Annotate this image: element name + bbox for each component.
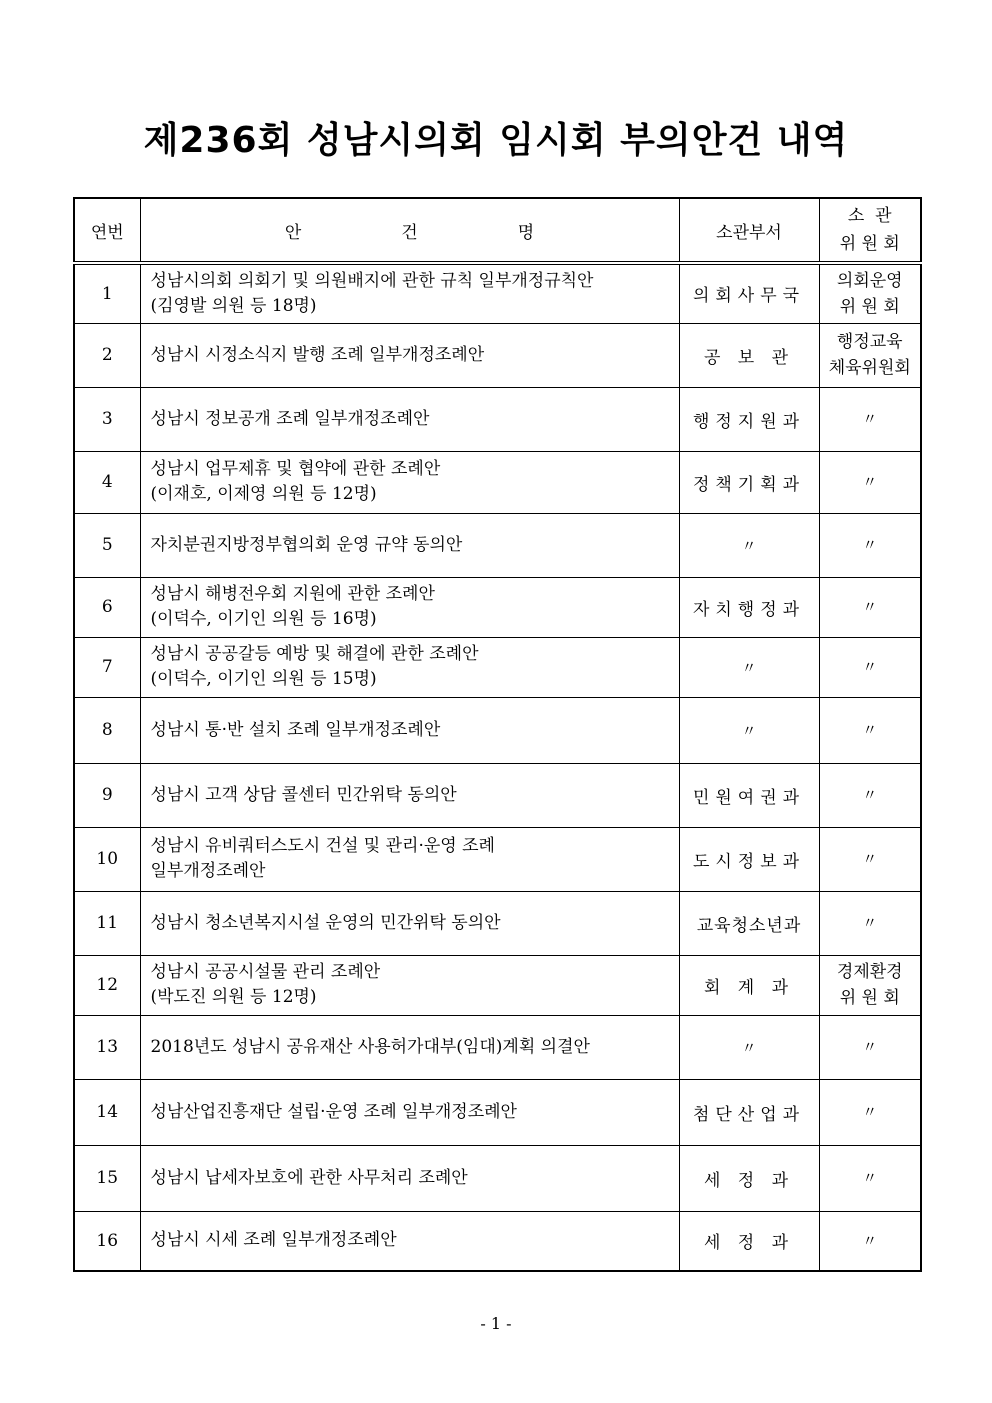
page-number: - 1 - [480, 1314, 512, 1333]
committee-line: 체육위원회 [828, 358, 911, 378]
committee-line: 〃 [862, 1038, 878, 1056]
committee-line: 행정교육 [836, 332, 903, 352]
committee-line: 〃 [862, 786, 878, 804]
row-number: 5 [74, 513, 140, 577]
department: 첨단산업과 [679, 1079, 819, 1145]
committee-line: 경제환경 [836, 962, 903, 982]
department: 〃 [679, 637, 819, 697]
committee-line: 〃 [862, 1103, 878, 1121]
agenda-name-line: 성남시의회 의회기 및 의원배지에 관한 규칙 일부개정규칙안 [150, 270, 594, 291]
committee [819, 1145, 921, 1211]
committee-line: 〃 [862, 914, 878, 932]
agenda-name-line: 성남시 시세 조례 일부개정조례안 [150, 1230, 397, 1251]
agenda-name [140, 891, 679, 955]
committee-line: 〃 [862, 850, 878, 868]
department: 회 계 과 [679, 955, 819, 1015]
agenda-name [140, 1211, 679, 1271]
table-row [74, 763, 921, 827]
committee-line: 〃 [862, 473, 878, 491]
row-number: 6 [74, 577, 140, 637]
agenda-name-line: 성남산업진흥재단 설립·운영 조례 일부개정조례안 [150, 1101, 517, 1122]
header-row [74, 198, 921, 263]
table-row [74, 1079, 921, 1145]
agenda-name-line: 일부개정조례안 [150, 861, 266, 881]
agenda-name-line: (이재호, 이제영 의원 등 12명) [150, 484, 377, 504]
row-number: 3 [74, 387, 140, 451]
agenda-name [140, 763, 679, 827]
committee [819, 451, 921, 513]
agenda-name [140, 1079, 679, 1145]
agenda-name [140, 1145, 679, 1211]
committee-line: 〃 [862, 658, 878, 676]
committee [819, 323, 921, 387]
department: 행정지원과 [679, 387, 819, 451]
committee-line: 〃 [862, 410, 878, 428]
department: 〃 [679, 513, 819, 577]
committee-line: 의회운영 [836, 270, 903, 291]
committee [819, 577, 921, 637]
table-row [74, 1211, 921, 1271]
row-number: 13 [74, 1015, 140, 1079]
committee [819, 763, 921, 827]
agenda-name-line: 성남시 해병전우회 지원에 관한 조례안 [150, 584, 435, 604]
row-number: 7 [74, 637, 140, 697]
committee [819, 637, 921, 697]
agenda-name-line: 성남시 업무제휴 및 협약에 관한 조례안 [150, 459, 441, 479]
committee [819, 513, 921, 577]
agenda-name [140, 827, 679, 891]
agenda-name-line: (박도진 의원 등 12명) [150, 987, 317, 1007]
agenda-name-line: 2018년도 성남시 공유재산 사용허가대부(임대)계획 의결안 [150, 1036, 590, 1057]
header-name-char: 건 [401, 222, 418, 243]
agenda-name-line: 성남시 공공시설물 관리 조례안 [150, 962, 381, 982]
row-number: 8 [74, 697, 140, 763]
row-number: 2 [74, 323, 140, 387]
department: 공 보 관 [679, 323, 819, 387]
table-row [74, 697, 921, 763]
table-row [74, 513, 921, 577]
row-number: 15 [74, 1145, 140, 1211]
row-number: 12 [74, 955, 140, 1015]
header-dept: 소관부서 [679, 198, 819, 263]
header-name-char: 명 [517, 222, 535, 243]
table-row [74, 323, 921, 387]
agenda-name-line: 성남시 시정소식지 발행 조례 일부개정조례안 [150, 344, 485, 365]
committee [819, 891, 921, 955]
committee [819, 387, 921, 451]
committee-line: 〃 [862, 1169, 878, 1187]
committee-line: 〃 [862, 536, 878, 554]
agenda-name [140, 1015, 679, 1079]
agenda-name-line: 성남시 유비쿼터스도시 건설 및 관리·운영 조례 [150, 836, 495, 856]
committee [819, 697, 921, 763]
committee-line: 〃 [862, 721, 878, 739]
agenda-name-line: 성남시 납세자보호에 관한 사무처리 조례안 [150, 1167, 468, 1188]
table-row [74, 1145, 921, 1211]
committee-line: 위 원 회 [839, 988, 900, 1008]
agenda-name [140, 451, 679, 513]
table-row [74, 577, 921, 637]
agenda-name-line: 성남시 정보공개 조례 일부개정조례안 [150, 408, 430, 429]
row-number: 9 [74, 763, 140, 827]
department: 교육청소년과 [679, 891, 819, 955]
agenda-name [140, 577, 679, 637]
agenda-name [140, 323, 679, 387]
table-row [74, 827, 921, 891]
agenda-name [140, 697, 679, 763]
table-row [74, 451, 921, 513]
row-number: 16 [74, 1211, 140, 1271]
department: 〃 [679, 697, 819, 763]
agenda-name-line: (이덕수, 이기인 의원 등 16명) [150, 609, 377, 629]
committee-line: 〃 [862, 598, 878, 616]
agenda-name [140, 387, 679, 451]
department: 세 정 과 [679, 1145, 819, 1211]
agenda-name-line: (김영발 의원 등 18명) [150, 295, 317, 316]
department: 도시정보과 [679, 827, 819, 891]
table-row [74, 955, 921, 1015]
department: 정책기획과 [679, 451, 819, 513]
agenda-name-line: (이덕수, 이기인 의원 등 15명) [150, 669, 377, 689]
header-name-char: 안 [284, 222, 302, 243]
agenda-name-line: 자치분권지방정부협의회 운영 규약 동의안 [150, 534, 463, 555]
agenda-name-line: 성남시 공공갈등 예방 및 해결에 관한 조례안 [150, 644, 479, 664]
committee [819, 955, 921, 1015]
department: 자치행정과 [679, 577, 819, 637]
department: 의회사무국 [679, 263, 819, 323]
header-committee [819, 198, 921, 263]
row-number: 1 [74, 263, 140, 323]
table-row [74, 891, 921, 955]
agenda-name [140, 955, 679, 1015]
committee-line: 위 원 회 [839, 296, 900, 317]
header-committee-line: 위 원 회 [839, 234, 900, 254]
committee-line: 〃 [862, 1231, 878, 1250]
header-num: 연번 [74, 198, 140, 263]
table-row [74, 637, 921, 697]
agenda-name [140, 263, 679, 323]
agenda-name-line: 성남시 고객 상담 콜센터 민간위탁 동의안 [150, 784, 457, 805]
agenda-name-line: 성남시 청소년복지시설 운영의 민간위탁 동의안 [150, 912, 501, 933]
header-name [140, 198, 679, 263]
table-row [74, 263, 921, 323]
agenda-table [73, 197, 922, 1272]
agenda-rows [74, 263, 921, 1271]
agenda-name-line: 성남시 통·반 설치 조례 일부개정조례안 [150, 719, 441, 740]
table-row [74, 1015, 921, 1079]
agenda-name [140, 637, 679, 697]
committee [819, 1015, 921, 1079]
department: 〃 [679, 1015, 819, 1079]
header-committee-line: 소 관 [847, 206, 892, 226]
row-number: 10 [74, 827, 140, 891]
committee [819, 1211, 921, 1271]
document-title: 제236회 성남시의회 임시회 부의안건 내역 [143, 120, 849, 161]
row-number: 11 [74, 891, 140, 955]
committee [819, 1079, 921, 1145]
row-number: 4 [74, 451, 140, 513]
committee [819, 827, 921, 891]
department: 세 정 과 [679, 1211, 819, 1271]
table-row [74, 387, 921, 451]
row-number: 14 [74, 1079, 140, 1145]
agenda-name [140, 513, 679, 577]
committee [819, 263, 921, 323]
department: 민원여권과 [679, 763, 819, 827]
